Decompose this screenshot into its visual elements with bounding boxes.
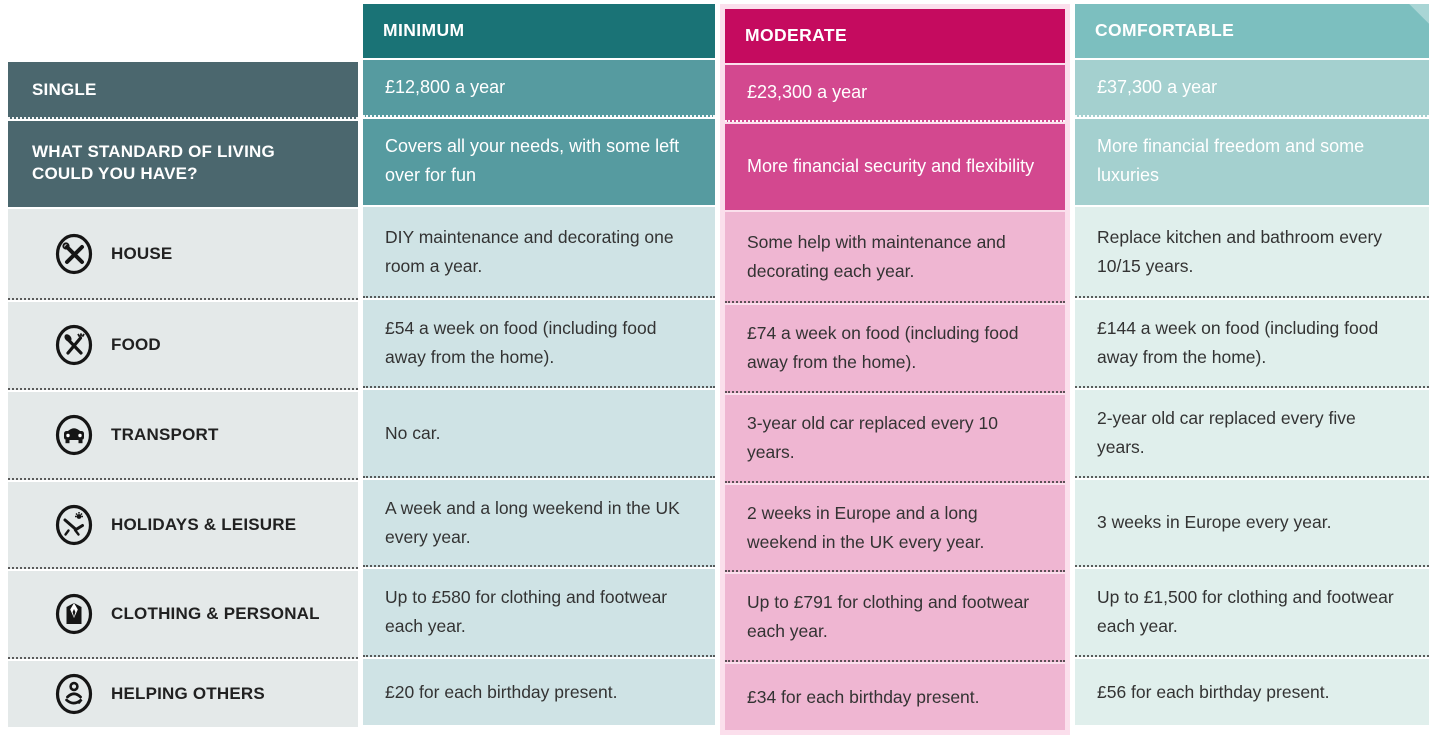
minimum-house-cell: DIY maintenance and decorating one room a year. [363,207,715,298]
minimum-single-amount: £12,800 a year [363,60,715,117]
car-icon [54,413,94,457]
row-label-text: HOLIDAYS & LEISURE [111,514,297,534]
comfortable-clothing-cell: Up to £1,500 for clothing and footwear each year. [1075,569,1429,657]
deckchair-sun-icon [54,503,94,547]
row-label-house [8,209,358,300]
row-label-text: HOUSE [111,243,173,263]
header-spacer [8,4,358,58]
row-label-transport [8,392,358,480]
row-label-helping-others [8,661,358,727]
comfortable-house-cell: Replace kitchen and bathroom every 10/15 years. [1075,207,1429,298]
comfortable-standard-description: More financial freedom and some luxuries [1075,119,1429,205]
row-label-text: WHAT STANDARD OF LIVING COULD YOU HAVE? [32,142,275,183]
row-label-text: TRANSPORT [111,425,219,444]
row-label-single [8,62,358,119]
moderate-column-highlight-outline [720,4,1070,735]
row-label-text: FOOD [111,335,161,354]
crossed-tools-icon [54,232,94,276]
row-labels-column [8,4,358,735]
row-label-standard-of-living [8,121,358,207]
person-hand-icon [54,672,94,716]
row-label-clothing-personal [8,571,358,659]
corner-fold-decoration [1409,4,1429,24]
minimum-food-cell: £54 a week on food (including food away from the home). [363,300,715,388]
comfortable-single-amount: £37,300 a year [1075,60,1429,117]
comfortable-column-header [1075,4,1429,58]
moderate-helping-cell: £34 for each birthday present. [725,664,1065,730]
row-label-text: HELPING OTHERS [111,684,265,703]
jacket-icon [54,592,94,636]
comfortable-food-cell: £144 a week on food (including food away from the home). [1075,300,1429,388]
minimum-holidays-cell: A week and a long weekend in the UK every year. [363,480,715,567]
minimum-clothing-cell: Up to £580 for clothing and footwear each year. [363,569,715,657]
moderate-food-cell: £74 a week on food (including food away from the home). [725,305,1065,393]
minimum-transport-cell: No car. [363,390,715,478]
comfortable-holidays-cell: 3 weeks in Europe every year. [1075,480,1429,567]
minimum-standard-description: Covers all your needs, with some left over for fun [363,119,715,205]
moderate-single-amount: £23,300 a year [725,65,1065,122]
cutlery-icon [54,323,94,367]
moderate-column [725,9,1065,730]
row-label-food [8,302,358,390]
comfortable-helping-cell: £56 for each birthday present. [1075,659,1429,725]
row-label-holidays-leisure [8,482,358,569]
comfortable-header-label: COMFORTABLE [1095,19,1235,40]
moderate-standard-description: More financial security and flexibility [725,124,1065,210]
minimum-column [363,4,715,735]
row-label-text: CLOTHING & PERSONAL [111,604,320,623]
row-label-text: SINGLE [32,79,97,99]
moderate-house-cell: Some help with maintenance and decorating each year. [725,212,1065,303]
minimum-column-header: MINIMUM [363,4,715,58]
comfortable-transport-cell: 2-year old car replaced every five years. [1075,390,1429,478]
moderate-transport-cell: 3-year old car replaced every 10 years. [725,395,1065,483]
moderate-clothing-cell: Up to £791 for clothing and footwear each year. [725,574,1065,662]
minimum-helping-cell: £20 for each birthday present. [363,659,715,725]
comfortable-column [1075,4,1429,735]
moderate-holidays-cell: 2 weeks in Europe and a long weekend in the UK every year. [725,485,1065,572]
moderate-column-header: MODERATE [725,9,1065,63]
